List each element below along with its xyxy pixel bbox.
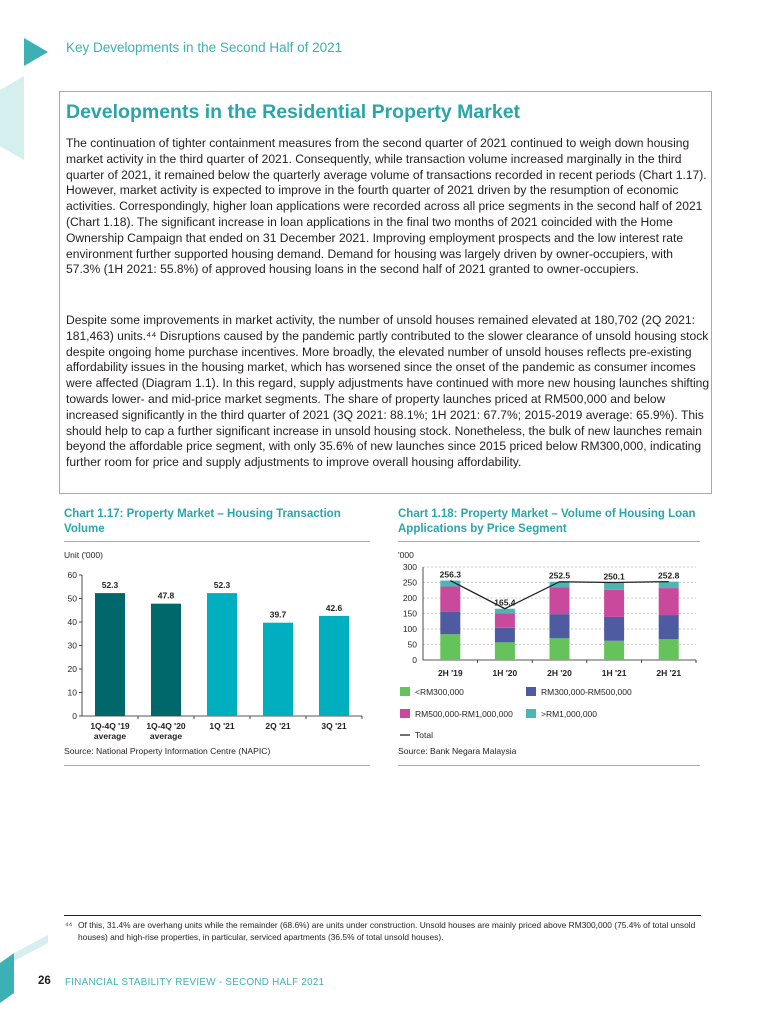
x-tick-label: 3Q '21: [321, 721, 347, 731]
total-data-label: 165.4: [494, 597, 516, 608]
y-tick-label: 150: [402, 608, 417, 619]
y-tick-label: 0: [412, 655, 417, 665]
stacked-bar-segment: [495, 628, 515, 643]
x-tick-label: 2H '21: [656, 668, 682, 678]
y-tick-label: 200: [402, 593, 417, 603]
chart-1-17-title: Chart 1.17: Property Market – Housing Transaction Volume: [64, 508, 341, 535]
y-tick-label: 10: [67, 687, 77, 698]
y-tick-label: 60: [67, 570, 77, 580]
y-tick-label: 50: [67, 593, 77, 604]
stacked-bar-segment: [604, 590, 624, 617]
stacked-bar-segment: [659, 588, 679, 615]
stacked-bar-segment: [495, 613, 515, 628]
stacked-bar-segment: [440, 587, 460, 612]
footnote: [66, 920, 706, 943]
y-tick-label: 300: [402, 562, 417, 572]
stacked-bar-segment: [440, 612, 460, 635]
x-tick-label: 2H '19: [437, 668, 463, 678]
chart-1-18-bottom-rule: [398, 765, 700, 766]
legend-swatch: [400, 687, 410, 696]
footnote-mark: ⁴⁴: [65, 920, 73, 930]
bar: [95, 593, 125, 716]
y-tick-label: 20: [67, 664, 77, 674]
x-tick-label: 1H '20: [492, 668, 518, 678]
page-number: 26: [38, 975, 51, 987]
x-tick-label: 1H '21: [601, 668, 627, 678]
y-tick-label: 30: [67, 640, 77, 651]
footnote-rule: [64, 915, 701, 916]
paragraph-2: Despite some improvements in market activity, the number of unsold houses remained elevated at 180,702 (2Q 2021: 181,463) units.⁴⁴ Disruptions caused by the pandemic partly contributed to the slower clearance of unsold housing stock despite ongoing home purchase incentives. More broadly, the elevated number of unsold houses reflects pre-existing affordability issues in the housing market, which has worsened since the onset of the pandemic as consumer incomes were affected (Diagram 1.1). In this regard, supply adjustments have continued with more new housing launches shifting towards lower- and mid-price market segments. The share of property launches priced at RM500,000 and below increased significantly in the third quarter of 2021 (3Q 2021: 88.1%; 1H 2021: 67.7%; 2015-2019 average: 65.9%). This should help to cap a further significant increase in unsold housing stock. Nonetheless, the bulk of new launches remain beyond the affordable price segment, with only 35.6% of new launches since 2015 priced below RM300,000, indicating further room for price and supply adjustments to improve overall housing affordability.: [66, 313, 710, 470]
y-axis-label: '000: [398, 550, 414, 560]
stacked-bar-segment: [550, 614, 570, 638]
chart-1-17: [62, 548, 372, 743]
x-tick-label: 1Q-4Q '19: [90, 721, 130, 731]
legend-swatch: [526, 709, 536, 718]
bar: [263, 623, 293, 716]
legend-swatch: [526, 687, 536, 696]
y-tick-label: 40: [67, 617, 77, 627]
y-tick-label: 0: [72, 711, 77, 721]
legend-label: RM500,000-RM1,000,000: [415, 709, 513, 719]
stacked-bar-segment: [440, 634, 460, 660]
corner-decoration-top: [0, 30, 60, 170]
footnote-text: Of this, 31.4% are overhang units while the remainder (68.6%) are units under construction. Unsold houses are mainly priced above RM300,000 (75.4% of total unsold houses) and high-rise properties, in particular, serviced apartments (36.5% of total unsold houses).: [78, 920, 696, 942]
total-data-label: 256.3: [439, 569, 461, 580]
legend-swatch: [400, 709, 410, 718]
stacked-bar-segment: [550, 638, 570, 660]
total-data-label: 252.5: [548, 570, 571, 581]
stacked-bar-segment: [550, 587, 570, 614]
data-label: 42.6: [325, 602, 343, 613]
stacked-bar-segment: [604, 641, 624, 660]
chart-1-18-top-rule: [398, 541, 700, 542]
x-tick-label: 1Q '21: [209, 721, 235, 731]
y-tick-label: 250: [402, 577, 417, 588]
bar: [151, 604, 181, 716]
x-tick-label: 1Q-4Q '20: [146, 721, 186, 731]
chart-1-17-source: Source: National Property Information Centre (NAPIC): [64, 746, 271, 756]
chart-1-18: [396, 548, 706, 743]
chart-1-18-source: Source: Bank Negara Malaysia: [398, 746, 517, 756]
publication-title: FINANCIAL STABILITY REVIEW - SECOND HALF 2021: [65, 977, 325, 988]
bar: [319, 616, 349, 716]
x-tick-label: average: [93, 731, 127, 741]
corner-decoration-bottom: [0, 935, 60, 1015]
stacked-bar-segment: [659, 639, 679, 660]
legend-label: Total: [415, 730, 433, 740]
data-label: 39.7: [269, 609, 287, 620]
data-label: 52.3: [101, 580, 119, 591]
data-label: 47.8: [157, 590, 175, 601]
legend-label: >RM1,000,000: [541, 709, 597, 719]
stacked-bar-segment: [604, 582, 624, 589]
panel-title: Developments in the Residential Property Market: [66, 101, 521, 123]
y-axis-label: Unit ('000): [64, 550, 103, 560]
chart-1-17-bottom-rule: [64, 765, 370, 766]
paragraph-1: The continuation of tighter containment measures from the second quarter of 2021 continued to weigh down housing market activity in the third quarter of 2021. Consequently, while transaction volume increased marginally in the third quarter of 2021, it remained below the quarterly average volume of transactions recorded in recent periods (Chart 1.17). However, market activity is expected to improve in the fourth quarter of 2021 driven by the resumption of economic activities. Correspondingly, higher loan applications were recorded across all price segments in the second half of 2021 (Chart 1.18). The significant increase in loan applications in the final two months of 2021 coincided with the Home Ownership Campaign that ended on 31 December 2021. Improving employment prospects and the low interest rate environment further supported housing demand. Demand for housing was largely driven by owner-occupiers, with 57.3% (1H 2021: 55.8%) of approved housing loans in the second half of 2021 granted to owner-occupiers.: [66, 136, 707, 277]
bar: [207, 593, 237, 716]
x-tick-label: 2Q '21: [265, 721, 291, 731]
x-tick-label: average: [149, 731, 183, 741]
legend-label: RM300,000-RM500,000: [541, 687, 632, 697]
section-title: Key Developments in the Second Half of 2021: [66, 40, 343, 55]
stacked-bar-segment: [659, 615, 679, 639]
stacked-bar-segment: [659, 582, 679, 588]
legend-label: <RM300,000: [415, 687, 464, 697]
data-label: 52.3: [213, 580, 231, 591]
total-data-label: 250.1: [603, 571, 625, 582]
chart-1-18-title: Chart 1.18: Property Market – Volume of Housing Loan Applications by Price Segment: [398, 508, 696, 535]
chart-1-17-top-rule: [64, 541, 370, 542]
stacked-bar-segment: [604, 617, 624, 641]
stacked-bar-segment: [495, 642, 515, 660]
total-data-label: 252.8: [658, 570, 680, 581]
y-tick-label: 50: [407, 639, 417, 650]
y-tick-label: 100: [402, 624, 417, 634]
x-tick-label: 2H '20: [547, 668, 572, 678]
